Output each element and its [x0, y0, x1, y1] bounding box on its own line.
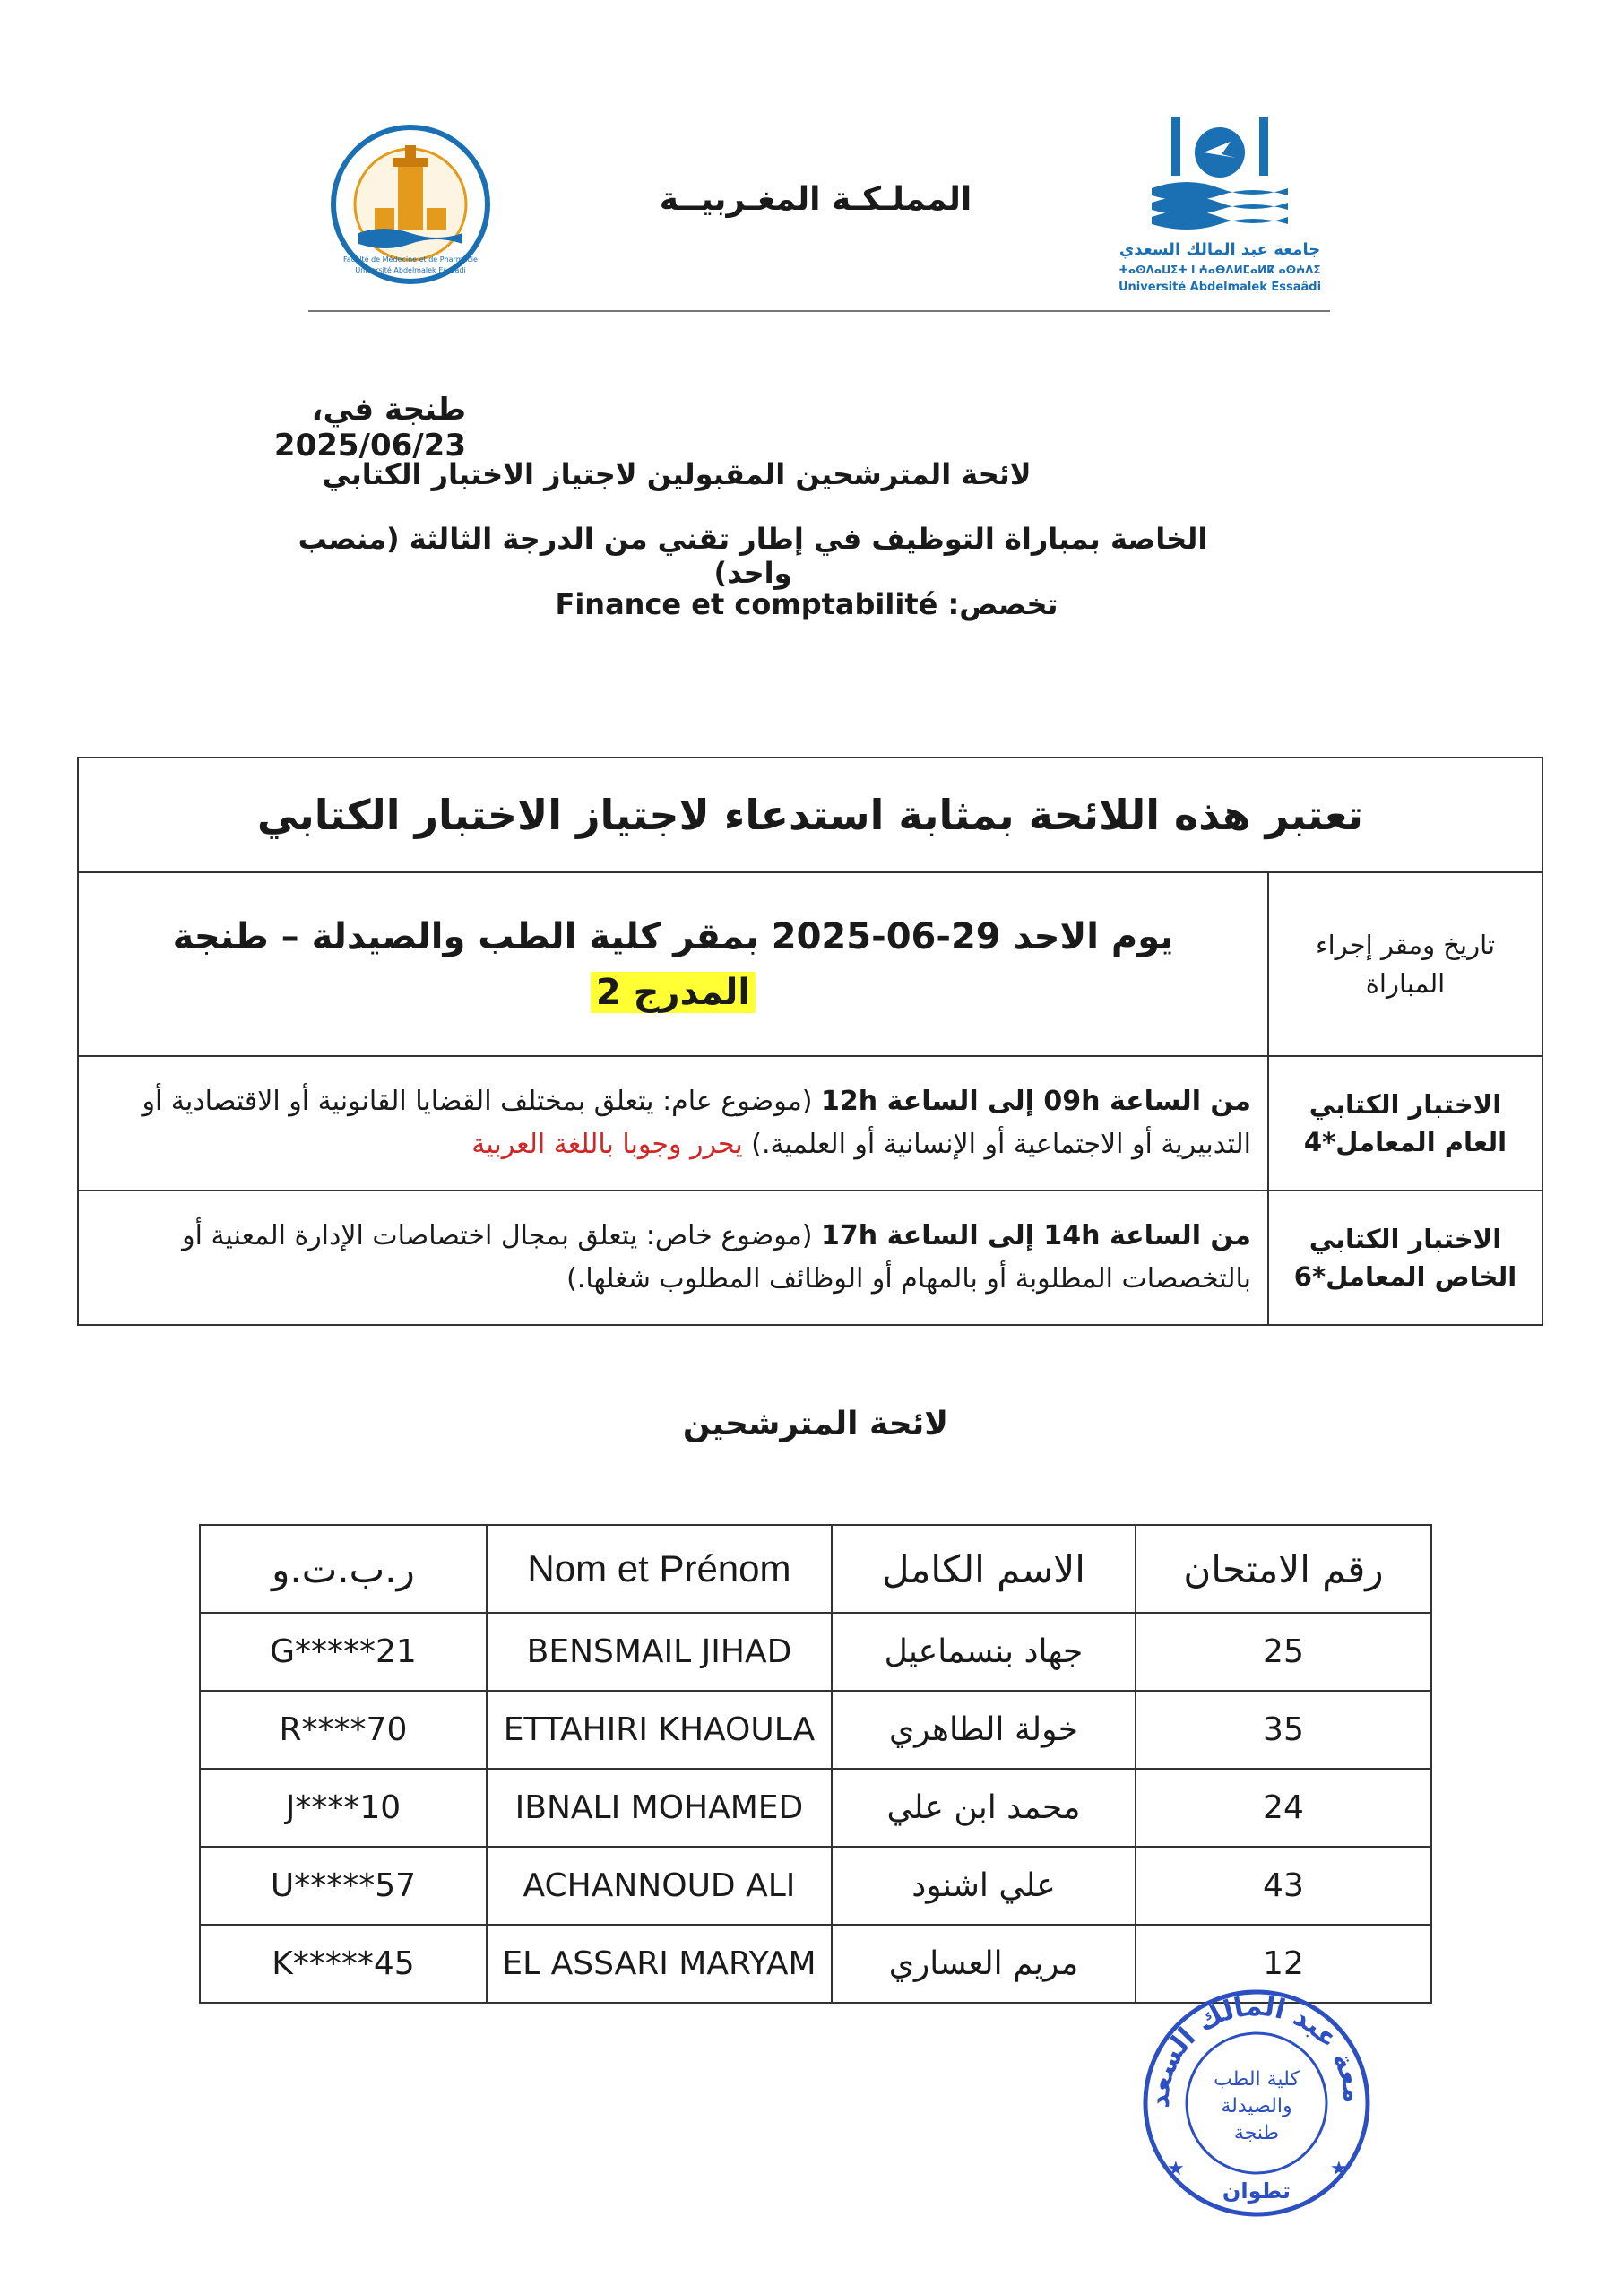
date-prefix: طنجة في،	[311, 392, 466, 428]
specialty-label: تخصص:	[947, 587, 1058, 621]
general-test-time: من الساعة 09h إلى الساعة 12h	[821, 1086, 1251, 1117]
cell-cin: R****70	[200, 1691, 487, 1769]
cell-name-latin: ETTAHIRI KHAOULA	[487, 1691, 832, 1769]
table-row	[200, 1613, 1431, 1691]
cell-exam-number: 25	[1136, 1613, 1431, 1691]
svg-text:تطوان: تطوان	[1222, 2178, 1291, 2204]
cell-name-arabic: جهاد بنسماعيل	[832, 1613, 1136, 1691]
arabic-language-note: يحرر وجوبا باللغة العربية	[471, 1129, 743, 1160]
header-name-arabic: الاسم الكامل	[832, 1525, 1136, 1613]
general-test-content	[78, 1056, 1268, 1191]
svg-text:والصيدلة: والصيدلة	[1221, 2095, 1292, 2117]
specialty-value: Finance et comptabilité	[555, 587, 938, 621]
special-test-label: الاختبار الكتابي الخاص المعامل*6	[1268, 1191, 1542, 1325]
list-title: لائحة المترشحين المقبولين لاجتياز الاختبار الكتابي	[322, 457, 1032, 491]
place-label: تاريخ ومقر إجراء المباراة	[1268, 872, 1542, 1056]
svg-text:Faculté de Médecine et de Phar: Faculté de Médecine et de Pharmacie	[343, 255, 478, 264]
table-row	[200, 1847, 1431, 1925]
svg-text:جامعة عبد المالك السعدي: جامعة عبد المالك السعدي	[1119, 240, 1321, 259]
cell-exam-number: 12	[1136, 1925, 1431, 2003]
cell-name-latin: ACHANNOUD ALI	[487, 1847, 832, 1925]
svg-text:كلية الطب: كلية الطب	[1214, 2068, 1300, 2091]
general-test-desc: (موضوع عام: يتعلق بمختلف القضايا القانونية أو الاقتصادية أو التدبيرية أو الاجتماعية أو الإنسانية أو العلمية.)	[142, 1086, 1251, 1160]
place-date-venue: يوم الاحد 29-06-2025 بمقر كلية الطب والصيدلة – طنجة	[172, 915, 1174, 957]
convocation-heading: تعتبر هذه اللائحة بمثابة استدعاء لاجتياز الاختبار الكتابي	[78, 758, 1542, 872]
table-header-row	[200, 1525, 1431, 1613]
competition-title: الخاصة بمباراة التوظيف في إطار تقني من الدرجة الثالثة (منصب واحد)	[298, 522, 1208, 590]
cell-name-latin: EL ASSARI MARYAM	[487, 1925, 832, 2003]
svg-text:جامعة عبد المالك السعدي: معة عبد المالك السعد	[1144, 1990, 1369, 2109]
svg-text:ⵜⴰⵙⴷⴰⵡⵉⵜ ⵏ ⵄⴰⴱⴷⵍⵎⴰⵍⴽ ⴰⵙⵄⴷⵉ: ⵜⴰⵙⴷⴰⵡⵉⵜ ⵏ ⵄⴰⴱⴷⵍⵎⴰⵍⴽ ⴰⵙⵄⴷⵉ	[1119, 264, 1321, 276]
cell-cin: J****10	[200, 1769, 487, 1847]
cell-cin: G*****21	[200, 1613, 487, 1691]
table-row	[200, 1769, 1431, 1847]
cell-name-latin: BENSMAIL JIHAD	[487, 1613, 832, 1691]
candidates-title: لائحة المترشحين	[682, 1406, 949, 1442]
cell-name-latin: IBNALI MOHAMED	[487, 1769, 832, 1847]
header-name-latin: Nom et Prénom	[487, 1525, 832, 1613]
cell-name-arabic: خولة الطاهري	[832, 1691, 1136, 1769]
svg-text:★: ★	[1167, 2158, 1185, 2180]
place-content	[78, 872, 1268, 1056]
cell-exam-number: 43	[1136, 1847, 1431, 1925]
faculty-stamp	[1136, 1983, 1377, 2223]
cell-cin: U*****57	[200, 1847, 487, 1925]
cell-cin: K*****45	[200, 1925, 487, 2003]
table-row	[200, 1691, 1431, 1769]
general-test-label: الاختبار الكتابي العام المعامل*4	[1268, 1056, 1542, 1191]
cell-exam-number: 35	[1136, 1691, 1431, 1769]
svg-text:Université Abdelmalek Essaâdi: Université Abdelmalek Essaâdi	[1118, 281, 1322, 294]
cell-name-arabic: مريم العساري	[832, 1925, 1136, 2003]
specialty-line	[448, 587, 1165, 621]
svg-text:Université Abdelmalek Essaâdi: Université Abdelmalek Essaâdi	[355, 266, 466, 274]
cell-name-arabic: علي اشنود	[832, 1847, 1136, 1925]
kingdom-title: المملـكـة المغـربيــة	[659, 181, 972, 218]
university-logo	[1116, 106, 1331, 303]
faculty-logo	[330, 118, 491, 298]
place-date	[143, 392, 466, 463]
document-date: 2025/06/23	[273, 428, 466, 463]
cell-name-arabic: محمد ابن علي	[832, 1769, 1136, 1847]
special-test-content	[78, 1191, 1268, 1325]
candidates-table	[199, 1524, 1432, 2004]
header-divider	[308, 310, 1330, 312]
header-cin: ر.ب.ت.و	[200, 1525, 487, 1613]
special-test-desc: (موضوع خاص: يتعلق بمجال اختصاصات الإدارة المعنية أو بالتخصصات المطلوبة أو بالمهام أو الوظائف المطلوب شغلها.)	[182, 1220, 1251, 1295]
special-test-time: من الساعة 14h إلى الساعة 17h	[821, 1220, 1251, 1251]
svg-text:طنجة: طنجة	[1233, 2122, 1280, 2144]
header-exam-number: رقم الامتحان	[1136, 1525, 1431, 1613]
cell-exam-number: 24	[1136, 1769, 1431, 1847]
amphitheater: المدرج 2	[591, 972, 756, 1013]
exam-info-table	[77, 757, 1543, 1326]
svg-text:★: ★	[1330, 2158, 1348, 2180]
